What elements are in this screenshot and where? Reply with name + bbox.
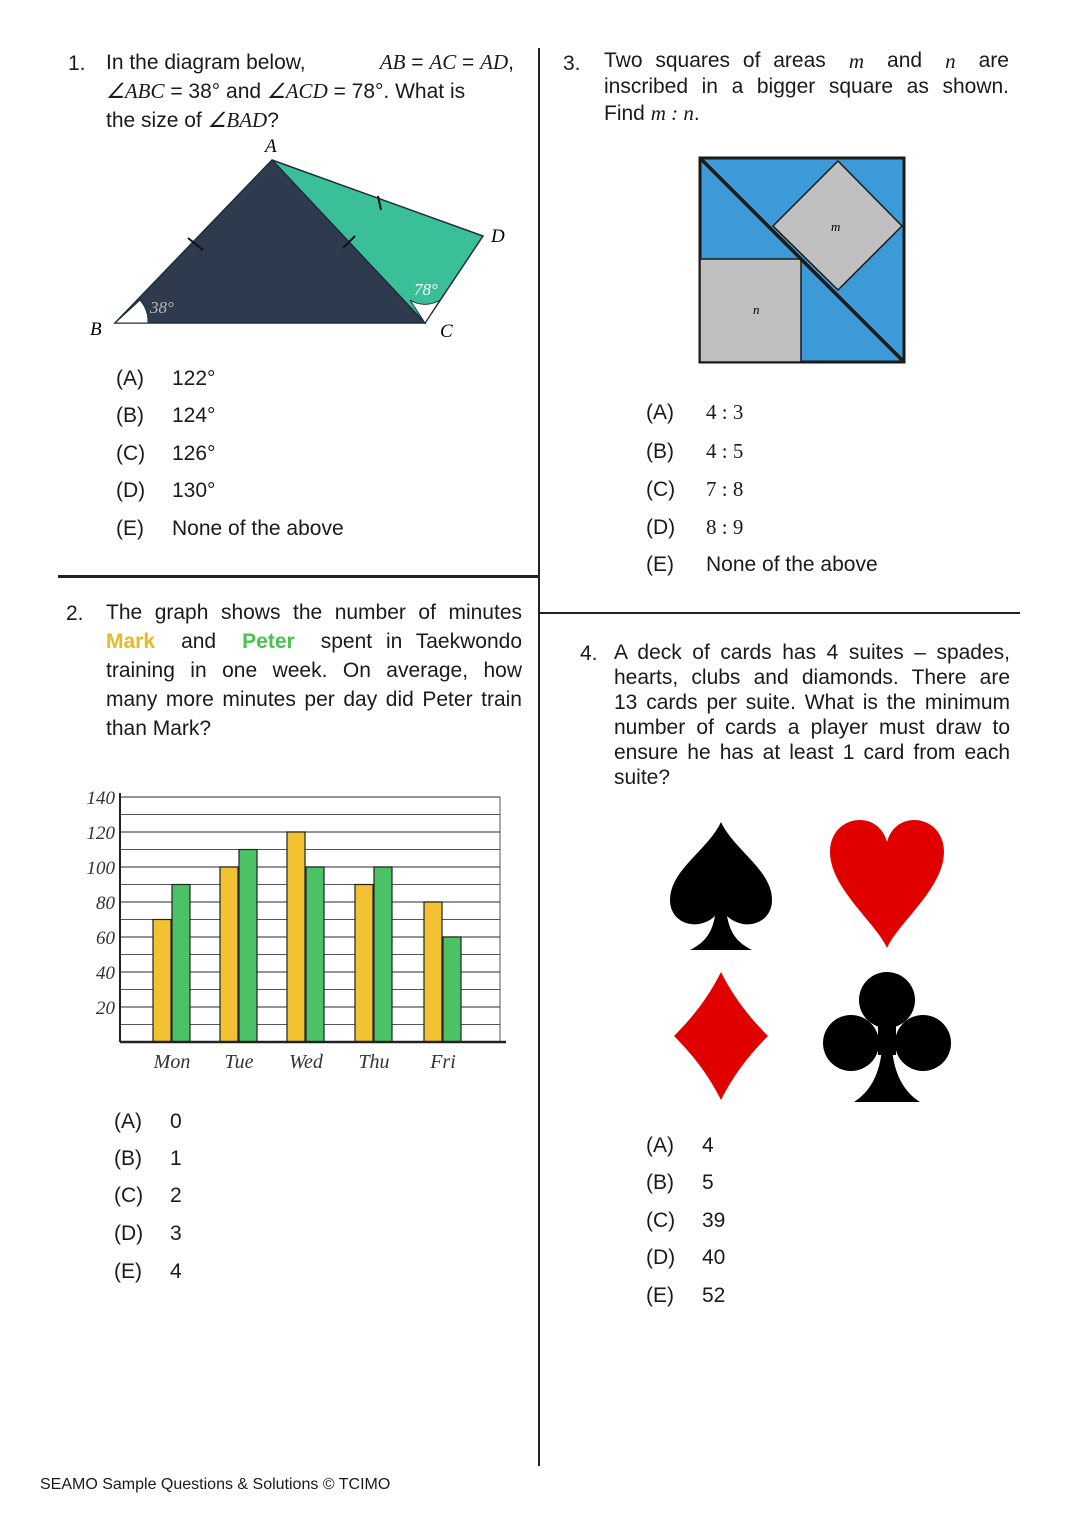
question-text: In the diagram below, AB = AC = AD, ∠ABC = 38° and ∠ACD = 78°. What is the size of ∠BAD? (106, 50, 514, 132)
y-tick-label: 60 (96, 928, 115, 949)
option-d[interactable]: (D) 40 (646, 1246, 726, 1269)
bar-mark-fri (424, 902, 442, 1042)
y-tick-label: 20 (96, 998, 115, 1019)
bar-peter-wed (306, 867, 324, 1042)
angle-c-label: 78° (414, 280, 438, 299)
squares-diagram (695, 153, 910, 368)
left-section-divider (58, 575, 539, 578)
bar-chart (70, 780, 520, 1080)
y-tick-label: 80 (96, 893, 115, 914)
bar-mark-thu (355, 885, 373, 1043)
club-icon (820, 970, 954, 1104)
question-number: 3. (563, 52, 581, 75)
option-a[interactable]: (A) 122° (116, 367, 216, 390)
right-section-divider (540, 612, 1020, 614)
option-c[interactable]: (C) 7 : 8 (646, 477, 744, 501)
diamond-icon (672, 970, 770, 1102)
bar-mark-wed (287, 832, 305, 1042)
label-m: m (831, 219, 841, 234)
angle-b-label: 38° (150, 298, 174, 317)
y-tick-label: 100 (86, 858, 115, 879)
spade-icon (668, 820, 774, 952)
option-e[interactable]: (E) 4 (114, 1260, 182, 1283)
question-text: A deck of cards has 4 suites – spades, hearts, clubs and diamonds. There are 13 cards per suite. What is the minimum number of cards a player must draw to ensure he has at least 1 card from each suite? (614, 641, 1010, 789)
bar-mark-tue (220, 867, 238, 1042)
x-tick-label: Thu (358, 1051, 390, 1073)
x-tick-label: Wed (289, 1051, 323, 1073)
triangle-diagram (80, 135, 520, 350)
square-n (700, 259, 801, 362)
option-e[interactable]: (E) 52 (646, 1284, 726, 1307)
option-b[interactable]: (B) 124° (116, 404, 216, 427)
question-number: 2. (66, 602, 84, 625)
option-e[interactable]: (E) None of the above (116, 517, 344, 540)
label-c: C (440, 321, 453, 342)
option-a[interactable]: (A) 4 : 3 (646, 400, 744, 424)
y-tick-label: 120 (86, 823, 115, 844)
footer-copyright: SEAMO Sample Questions & Solutions © TCIMO (40, 1476, 391, 1493)
bar-peter-tue (239, 850, 257, 1043)
option-c[interactable]: (C) 39 (646, 1209, 726, 1232)
heart-icon (828, 818, 946, 950)
option-c[interactable]: (C) 2 (114, 1184, 182, 1207)
bar-peter-thu (374, 867, 392, 1042)
x-tick-label: Tue (224, 1051, 254, 1073)
option-d[interactable]: (D) 130° (116, 479, 216, 502)
bar-mark-mon (153, 920, 171, 1043)
label-d: D (491, 226, 505, 247)
peter-name: Peter (242, 630, 295, 653)
option-b[interactable]: (B) 1 (114, 1147, 182, 1170)
question-number: 4. (580, 642, 598, 665)
question-text: Two squares of areas m and n are inscribed in a bigger square as shown. Find m : n. (604, 49, 1009, 125)
label-a: A (265, 136, 277, 157)
y-tick-label: 40 (96, 963, 115, 984)
option-d[interactable]: (D) 3 (114, 1222, 182, 1245)
option-e[interactable]: (E) None of the above (646, 553, 878, 576)
option-a[interactable]: (A) 4 (646, 1134, 714, 1157)
center-divider (538, 48, 540, 1466)
question-text: The graph shows the number of minutes Mark and Peter spent in Taekwondo training in one week. On average, how many more minutes per day did Peter train than Mark? (106, 601, 522, 740)
label-n: n (753, 302, 760, 317)
x-tick-label: Fri (430, 1051, 456, 1073)
x-tick-label: Mon (153, 1051, 191, 1073)
bar-peter-fri (443, 937, 461, 1042)
y-tick-label: 140 (86, 788, 115, 809)
option-c[interactable]: (C) 126° (116, 442, 216, 465)
mark-name: Mark (106, 630, 156, 653)
option-a[interactable]: (A) 0 (114, 1110, 182, 1133)
option-b[interactable]: (B) 4 : 5 (646, 439, 744, 463)
option-d[interactable]: (D) 8 : 9 (646, 515, 744, 539)
question-number: 1. (68, 52, 86, 75)
option-b[interactable]: (B) 5 (646, 1171, 714, 1194)
label-b: B (90, 319, 102, 340)
bar-peter-mon (172, 885, 190, 1043)
